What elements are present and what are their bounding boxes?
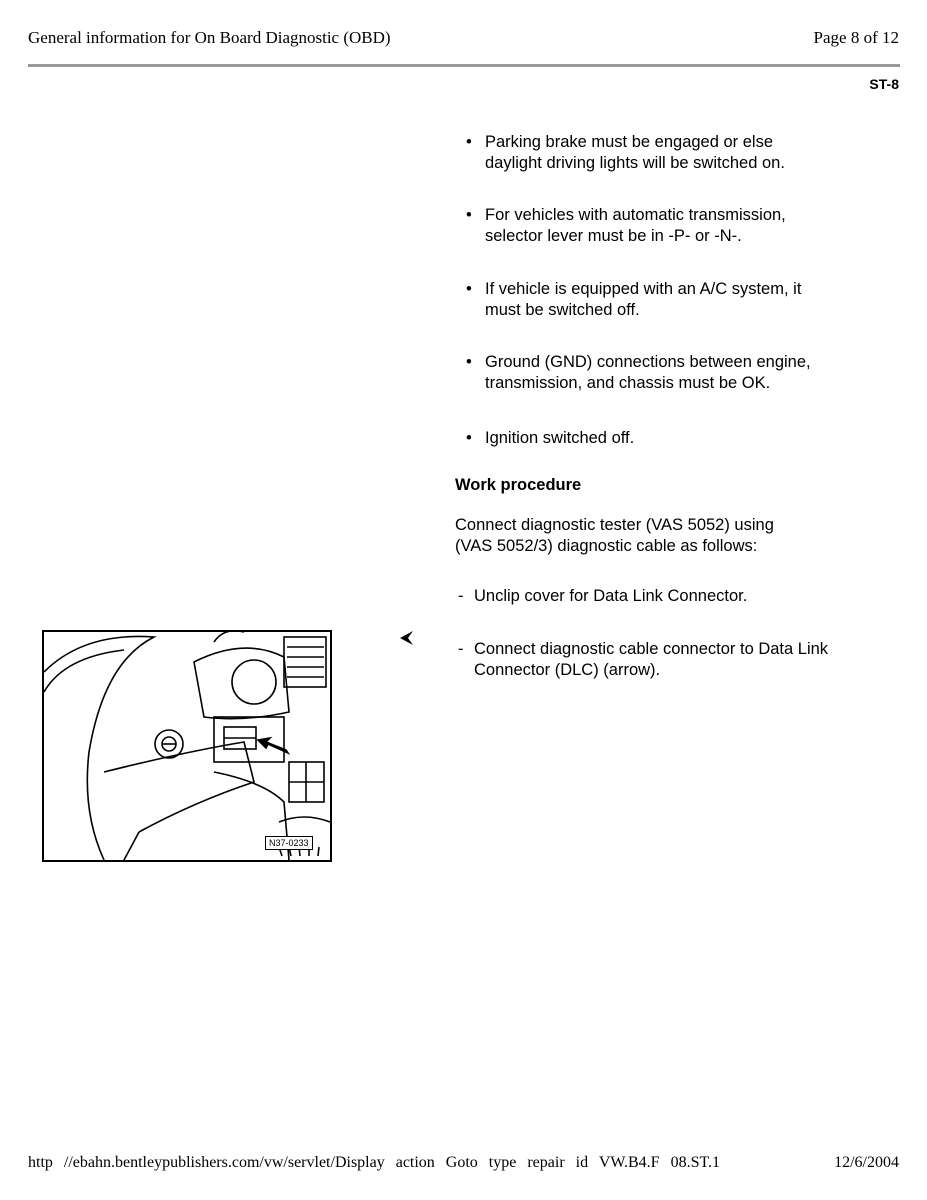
- bullet-icon: •: [466, 206, 472, 224]
- footer-url: http //ebahn.bentleypublishers.com/vw/servlet/Display action Goto type repair id VW.B4.F 08.ST.1: [28, 1154, 721, 1171]
- list-item-text: If vehicle is equipped with an A/C system, it: [485, 280, 802, 298]
- section-code: ST-8: [869, 76, 899, 92]
- list-item: [466, 352, 811, 394]
- list-item-text: selector lever must be in -P- or -N-.: [485, 227, 742, 245]
- list-item-text: transmission, and chassis must be OK.: [485, 374, 771, 392]
- work-procedure-intro: [455, 515, 855, 557]
- pointer-arrow-icon: [398, 628, 416, 648]
- bullet-icon: •: [466, 133, 472, 151]
- step-dash: -: [458, 640, 464, 658]
- step-text: Connector (DLC) (arrow).: [474, 661, 661, 679]
- intro-line: (VAS 5052/3) diagnostic cable as follows:: [455, 537, 758, 555]
- procedure-step: [458, 586, 904, 607]
- list-item-text: must be switched off.: [485, 301, 640, 319]
- header-divider: [28, 64, 900, 67]
- dlc-illustration: [42, 630, 332, 862]
- step-dash: -: [458, 587, 464, 605]
- page-number: Page 8 of 12: [813, 28, 899, 47]
- list-item-text: Ignition switched off.: [485, 429, 635, 447]
- list-item-text: daylight driving lights will be switched on.: [485, 154, 785, 172]
- figure-label: N37-0233: [265, 836, 313, 850]
- intro-line: Connect diagnostic tester (VAS 5052) using: [455, 516, 774, 534]
- list-item: [466, 279, 801, 321]
- document-title: General information for On Board Diagnostic (OBD): [28, 28, 391, 47]
- bullet-icon: •: [466, 280, 472, 298]
- list-item: [466, 205, 786, 247]
- footer-date: 12/6/2004: [834, 1154, 899, 1171]
- list-item: [466, 132, 785, 174]
- list-item-text: Ground (GND) connections between engine,: [485, 353, 811, 371]
- bullet-icon: •: [466, 353, 472, 371]
- bullet-icon: •: [466, 429, 472, 447]
- step-text: Connect diagnostic cable connector to Data Link: [474, 640, 829, 658]
- step-text: Unclip cover for Data Link Connector.: [474, 587, 748, 605]
- dashboard-drawing: [44, 632, 330, 860]
- list-item: [466, 428, 634, 449]
- list-item-text: Parking brake must be engaged or else: [485, 133, 774, 151]
- list-item-text: For vehicles with automatic transmission,: [485, 206, 786, 224]
- procedure-step: [458, 639, 904, 681]
- work-procedure-heading: Work procedure: [455, 476, 582, 494]
